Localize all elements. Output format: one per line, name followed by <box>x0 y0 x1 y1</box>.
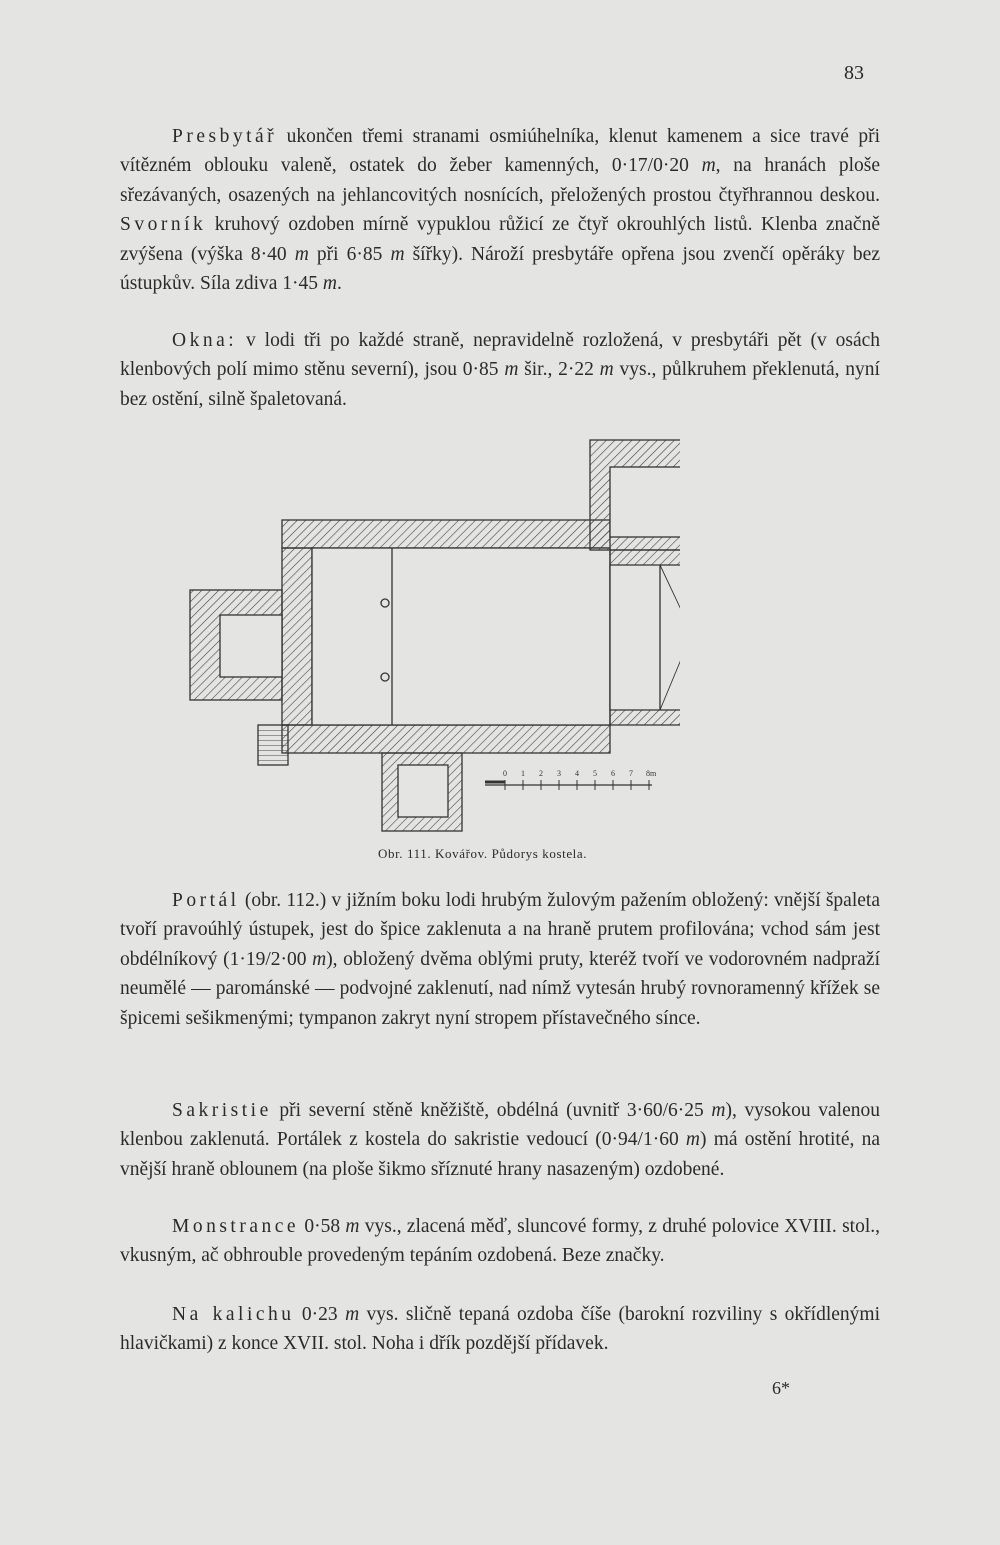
paragraph-okna: Okna: v lodi tři po každé straně, nepravidelně rozložená, v presbytáři pět (v osách klenbových polí mimo stěnu severní), jsou 0·85 m šir., 2·22 m vys., půlkruhem překlenutá, nyní bez ostění, silně špaletovaná. <box>120 330 880 410</box>
nave-west-wall <box>282 548 312 725</box>
floor-plan-figure <box>180 425 680 845</box>
tower-interior <box>220 615 282 677</box>
sacristy-interior <box>610 467 680 537</box>
sheet-signature: 6* <box>772 1378 790 1398</box>
scale-bar <box>485 769 657 790</box>
scale-label: 8m <box>646 769 657 778</box>
scale-label: 4 <box>575 769 579 778</box>
porch-interior <box>398 765 448 817</box>
scale-label: 0 <box>503 769 507 778</box>
scale-label: 3 <box>557 769 561 778</box>
southwest-annex <box>258 725 288 765</box>
paragraph-sakristie: Sakristie při severní stěně kněžiště, obdélná (uvnitř 3·60/6·25 m), vysokou valenou klenbou zaklenutá. Portálek z kostela do sakristie vedoucí (0·94/1·60 m) má ostění hrotité, na vnější hraně oblounem (na ploše šikmo sříznuté hrany nasazeným) ozdobené. <box>120 1100 880 1180</box>
figure-caption: Obr. 111. Kovářov. Půdorys kostela. <box>378 846 588 861</box>
scale-label: 5 <box>593 769 597 778</box>
paragraph-monstrance: Monstrance 0·58 m vys., zlacená měď, sluncové formy, z druhé polovice XVIII. stol., vkusným, ač obhrouble provedeným tepáním ozdobená. Beze značky. <box>120 1216 880 1267</box>
page-number: 83 <box>844 62 864 84</box>
nave-north-wall <box>282 520 610 548</box>
scale-label: 6 <box>611 769 615 778</box>
nave-south-wall <box>282 725 610 753</box>
paragraph-kalich: Na kalichu 0·23 m vys. sličně tepaná ozdoba číše (barokní rozviliny s okřídlenými hlavičkami) z konce XVII. stol. Noha i dřík pozdější přídavek. <box>120 1304 880 1355</box>
scale-label: 7 <box>629 769 633 778</box>
scale-label: 1 <box>521 769 525 778</box>
paragraph-presbytar: Presbytář ukončen třemi stranami osmiúhelníka, klenut kamenem a sice travé při vítězném oblouku valeně, ostatek do žeber kamenných, 0·17/0·20 m, na hranách ploše sřezávaných, osazených na jehlancovitých nosnících, přeložených prostou čtyřhrannou deskou. Svorník kruhový ozdoben mírně vypuklou růžicí ze čtyř okrouhlých listů. Klenba značně zvýšena (výška 8·40 m při 6·85 m šířky). Nároží presbytáře opřena jsou zvenčí opěráky bez ústupkův. Síla zdiva 1·45 m. <box>120 126 881 295</box>
paragraph-portal: Portál (obr. 112.) v jižním boku lodi hrubým žulovým pažením obložený: vnější špaleta tvoří pravoúhlý ústupek, jest do špice zaklenuta a na hraně prutem profilována; vchod sám jest obdélníkový (1·19/2·00 m), obložený dvěma oblými pruty, kteréž tvoří ve vodorovném nadpraží neumělé — parománské — podvojné zaklenutí, nad nímž vytesán hrubý rovnoramenný křížek se špicemi sešikmenými; tympanon zakryt nyní stropem přístavečného síncе. <box>120 890 880 1029</box>
scale-label: 2 <box>539 769 543 778</box>
nave-interior <box>312 548 610 725</box>
